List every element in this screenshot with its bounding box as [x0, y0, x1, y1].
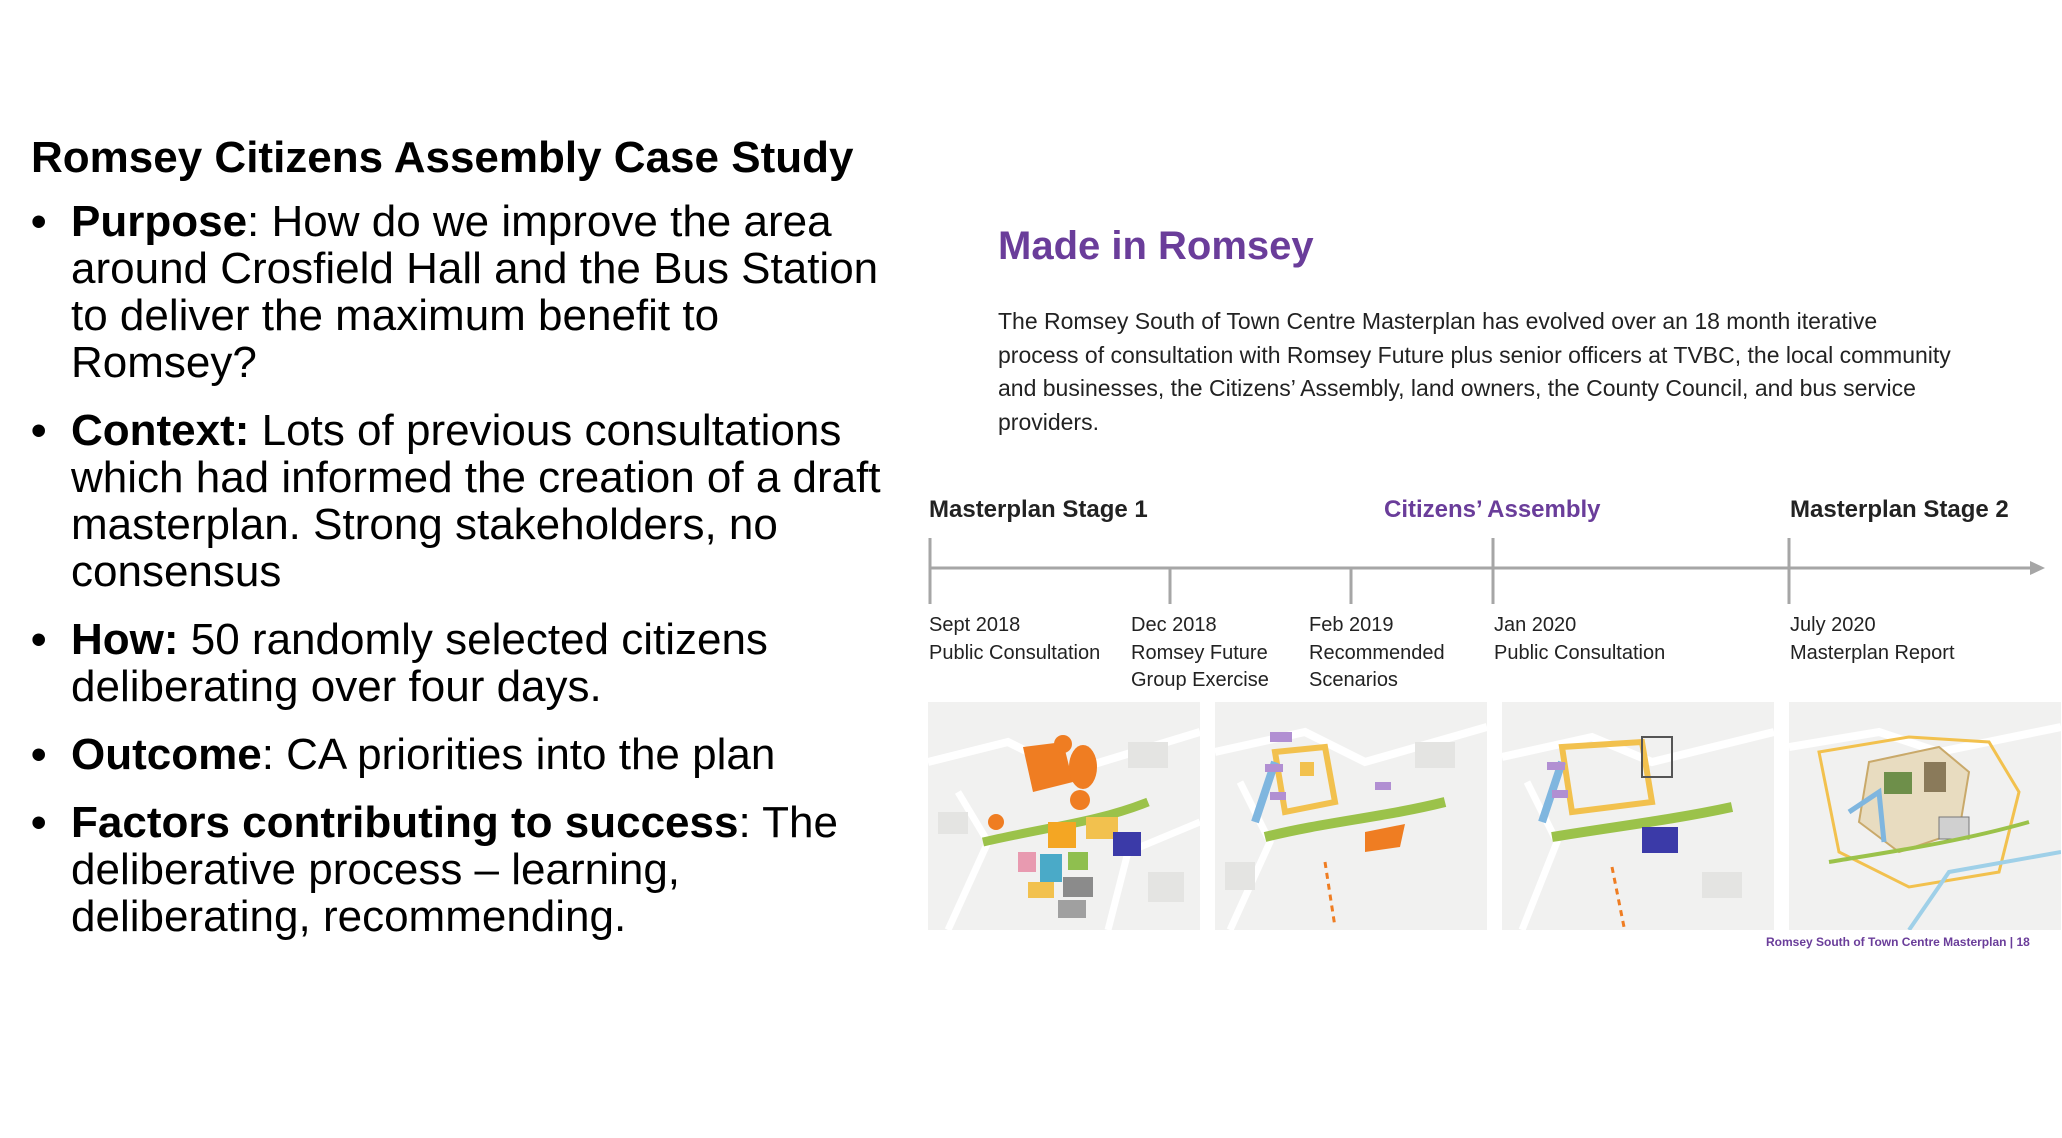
stage-label-masterplan-2: Masterplan Stage 2 — [1790, 496, 2009, 523]
bullet-label: Outcome — [71, 730, 262, 779]
bullet-label: How: — [71, 615, 179, 664]
masterplan-map-dec-2018 — [1215, 702, 1487, 930]
bullet-how — [31, 616, 891, 710]
map-illustration — [1502, 702, 1774, 930]
bullet-dot-icon: • — [31, 406, 47, 455]
milestone-jan-2020 — [1494, 612, 1665, 667]
bullet-label: Context: — [71, 406, 250, 455]
milestone-text: Romsey Future — [1131, 641, 1268, 664]
masterplan-description: The Romsey South of Town Centre Masterplan has evolved over an 18 month iterative process of consultation with Romsey Future plus senior officers at TVBC, the local community and businesses, the Citizens’ Assembly, land owners, the County Council, and bus service providers. — [998, 308, 1951, 435]
case-study-bullets — [31, 198, 891, 961]
made-in-romsey-title: Made in Romsey — [998, 224, 1314, 268]
map-illustration — [1789, 702, 2061, 930]
milestone-text: Public Consultation — [1494, 641, 1666, 664]
timeline-arrow-icon — [2030, 561, 2045, 575]
bullet-purpose — [31, 198, 891, 386]
milestone-date: Dec 2018 — [1131, 614, 1217, 636]
page-footer: Romsey South of Town Centre Masterplan | 18 — [1766, 935, 2030, 949]
milestone-text: Masterplan Report — [1790, 641, 1955, 664]
bullet-dot-icon: • — [31, 615, 47, 664]
bullet-dot-icon: • — [31, 798, 47, 847]
bullet-label: Purpose — [71, 197, 248, 246]
masterplan-map-sept-2018 — [928, 702, 1200, 930]
bullet-factors — [31, 799, 891, 940]
milestone-text: Scenarios — [1309, 669, 1398, 691]
milestone-date: Feb 2019 — [1309, 614, 1394, 636]
milestone-date: Sept 2018 — [929, 614, 1021, 636]
bullet-outcome — [31, 731, 891, 778]
milestone-date: July 2020 — [1790, 614, 1876, 636]
map-illustration — [1215, 702, 1487, 930]
timeline-axis — [928, 536, 2046, 606]
milestone-date: Jan 2020 — [1494, 614, 1577, 636]
case-study-title: Romsey Citizens Assembly Case Study — [31, 133, 854, 182]
milestone-sept-2018 — [929, 612, 1100, 667]
milestone-text: Public Consultation — [929, 641, 1101, 664]
bullet-text: : The deliberative process – learning, deliberating, recommending. — [71, 798, 838, 941]
bullet-text: : How do we improve the area around Crosfield Hall and the Bus Station to deliver the maximum benefit to Romsey? — [71, 197, 879, 387]
masterplan-map-feb-2019 — [1502, 702, 1774, 930]
milestone-july-2020 — [1790, 612, 1955, 667]
masterplan-map-july-2020 — [1789, 702, 2061, 930]
stage-label-citizens-assembly: Citizens’ Assembly — [1384, 496, 1601, 523]
milestone-dec-2018 — [1131, 612, 1269, 695]
bullet-label: Factors contributing to success — [71, 798, 739, 847]
map-illustration — [928, 702, 1200, 930]
milestone-feb-2019 — [1309, 612, 1445, 695]
stage-label-masterplan-1: Masterplan Stage 1 — [929, 496, 1148, 523]
bullet-text: : CA priorities into the plan — [261, 730, 776, 779]
bullet-text: Lots of previous consultations which had informed the creation of a draft masterplan. Strong stakeholders, no consensus — [71, 406, 881, 596]
milestone-text: Recommended — [1309, 641, 1445, 664]
bullet-text: 50 randomly selected citizens deliberating over four days. — [71, 615, 768, 711]
bullet-dot-icon: • — [31, 730, 47, 779]
bullet-context — [31, 407, 891, 595]
milestone-text: Group Exercise — [1131, 669, 1269, 691]
bullet-dot-icon: • — [31, 197, 47, 246]
